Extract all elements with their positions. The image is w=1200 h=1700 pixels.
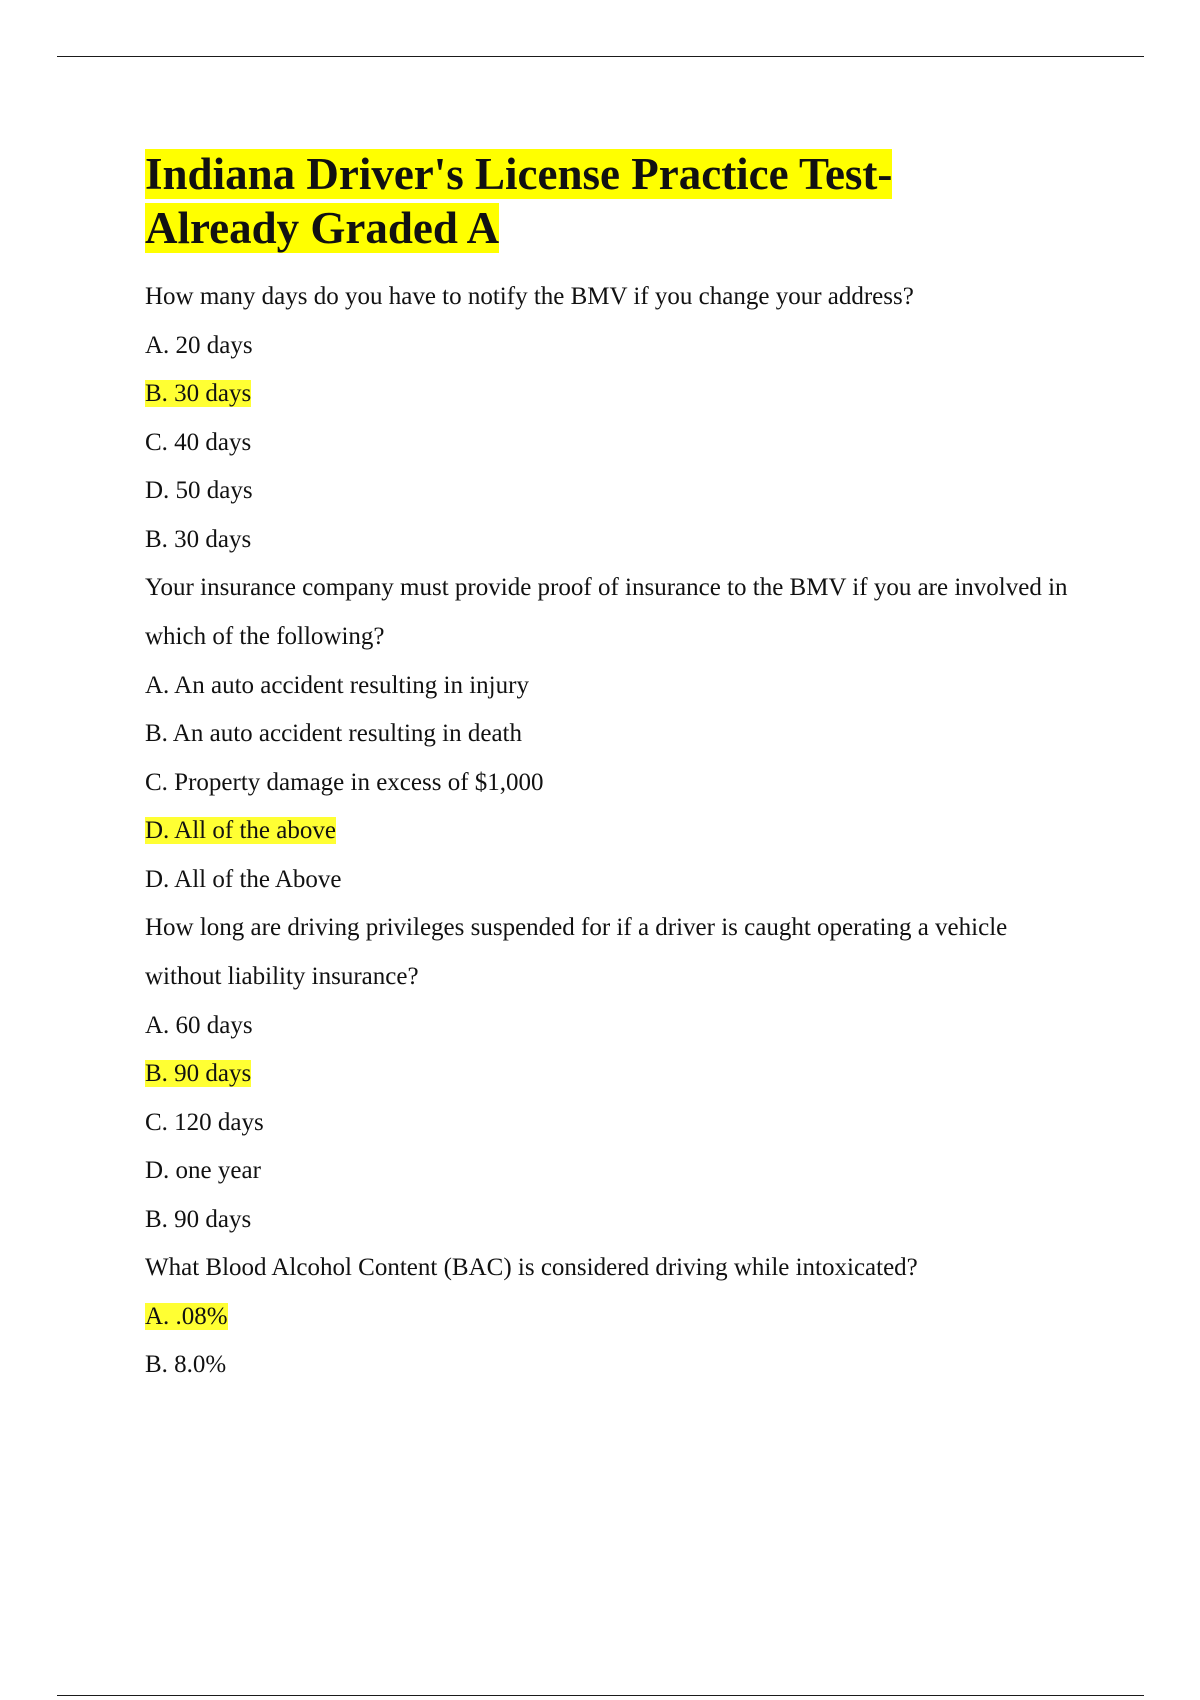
option-c: C. 120 days [145,1108,264,1136]
highlighted-option: D. All of the above [145,817,336,844]
answer-line: B. 90 days [145,1205,252,1233]
title-line-1: Indiana Driver's License Practice Test- [145,149,893,199]
question-text: How many days do you have to notify the BMV if you change your address? [145,283,914,310]
option-a: A. 60 days [145,1011,253,1039]
highlighted-option: B. 30 days [145,380,252,407]
document-title [145,147,1105,255]
option-d: D. 50 days [145,477,253,504]
option-c: C. Property damage in excess of $1,000 [145,768,544,796]
question-text: What Blood Alcohol Content (BAC) is considered driving while intoxicated? [145,1254,918,1281]
option-d [145,816,1105,846]
title-line-2: Already Graded A [145,203,500,253]
highlighted-option: A. .08% [145,1302,228,1330]
option-b: B. An auto accident resulting in death [145,720,522,747]
option-a: A. An auto accident resulting in injury [145,671,529,699]
document-body [145,147,1105,1399]
question-text: Your insurance company must provide proof of insurance to the BMV if you are involved in which of the following? [145,574,1068,650]
highlighted-option: B. 90 days [145,1060,252,1087]
option-c: C. 40 days [145,428,252,456]
question-text: How long are driving privileges suspended for if a driver is caught operating a vehicle without liability insurance? [145,914,1008,990]
option-a [145,1302,1105,1332]
answer-line: B. 30 days [145,525,252,553]
top-rule [57,56,1144,57]
option-b [145,379,1105,409]
option-d: D. one year [145,1157,261,1184]
answer-line: D. All of the Above [145,865,342,893]
option-b [145,1059,1105,1089]
bottom-rule [57,1695,1144,1696]
option-b: B. 8.0% [145,1351,227,1378]
option-a: A. 20 days [145,331,253,359]
